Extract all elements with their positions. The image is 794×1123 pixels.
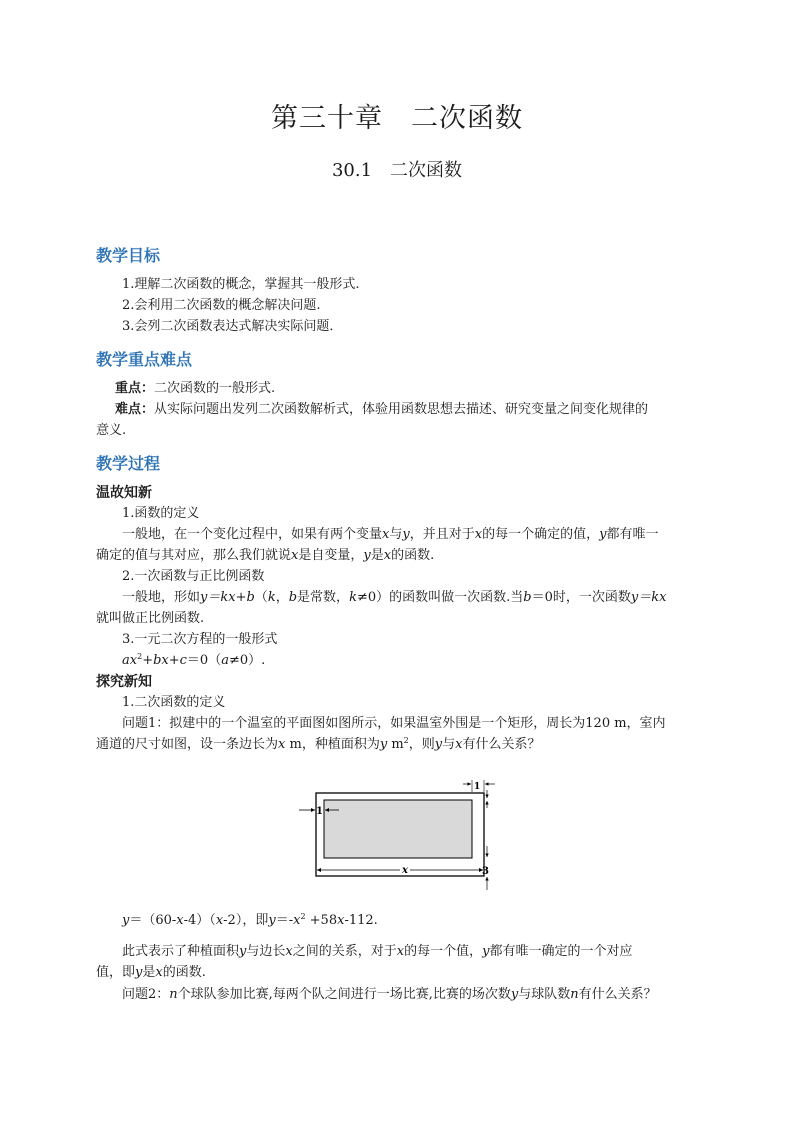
review-item-2-title: 2.一次函数与正比例函数 (122, 569, 265, 584)
area-formula: y＝（60-x-4）（x-2），即$y=-x^2 +58x-112$. (122, 912, 378, 928)
label-1-left: 1 (316, 806, 323, 817)
label-x: x (402, 865, 408, 876)
difficulty-text: 从实际问题出发列二次函数解析式，体验用函数思想去描述、研究变量之间变化规律的 (154, 402, 649, 417)
difficulty-label: 难点： (115, 402, 155, 417)
explore-heading: 探究新知 (96, 674, 152, 690)
question-1-line-2: 通道的尺寸如图，设一条边长为x m，种植面积为y $m^2$，则y与x有什么关系？ (96, 736, 541, 752)
review-heading: 温故知新 (96, 485, 152, 501)
goal-item-2: 2.会利用二次函数的概念解决问题. (122, 298, 321, 313)
focus-text: 二次函数的一般形式. (154, 381, 276, 396)
label-3: 3 (482, 866, 489, 877)
section-title: 30.1 二次函数 (331, 160, 463, 181)
goal-item-3: 3.会列二次函数表达式解决实际问题． (122, 319, 343, 334)
question-1-line-1: 问题1：拟建中的一个温室的平面图如图所示，如果温室外围是一个矩形，周长为120 m，室内 (122, 716, 666, 731)
key-points-heading: 教学重点难点 (96, 350, 193, 369)
goal-item-1: 1.理解二次函数的概念，掌握其一般形式. (122, 277, 360, 292)
question-2: 问题2：n个球队参加比赛,每两个队之间进行一场比赛,比赛的场次数y与球队数n有什么关系？ (122, 987, 657, 1002)
function-definition-line-2: 确定的值与其对应，那么我们就说x是自变量，y是x的函数. (96, 548, 435, 563)
quadratic-equation-form: $ax^2+bx+c=0(a\ne 0)$. (122, 652, 266, 668)
linear-function-line-1: 一般地，形如y＝kx+b（k，b是常数，k≠0）的函数叫做一次函数.当b＝0时，一次函数y＝kx (122, 590, 667, 605)
explanation-line-2: 值，即y是x的函数. (96, 965, 206, 980)
difficulty-line (115, 399, 648, 420)
chapter-title: 第三十章 二次函数 (271, 103, 523, 134)
greenhouse-diagram (295, 778, 505, 896)
focus-label: 重点： (115, 381, 155, 396)
goals-heading: 教学目标 (96, 246, 161, 265)
review-item-1-title: 1.函数的定义 (122, 506, 200, 521)
focus-line (115, 378, 275, 399)
label-1-top: 1 (474, 782, 481, 792)
planting-area (324, 800, 472, 858)
process-heading: 教学过程 (96, 454, 161, 473)
explanation-line-1: 此式表示了种植面积y与边长x之间的关系，对于x的每一个值，y都有唯一确定的一个对应 (122, 944, 633, 959)
function-definition-line-1: 一般地，在一个变化过程中，如果有两个变量x与y，并且对于x的每一个确定的值，y都有唯一 (122, 527, 659, 542)
explore-item-1-title: 1.二次函数的定义 (122, 695, 226, 710)
review-item-3-title: 3.一元二次方程的一般形式 (122, 632, 278, 647)
linear-function-line-2: 就叫做正比例函数. (96, 611, 205, 626)
difficulty-line-2: 意义. (96, 423, 127, 438)
